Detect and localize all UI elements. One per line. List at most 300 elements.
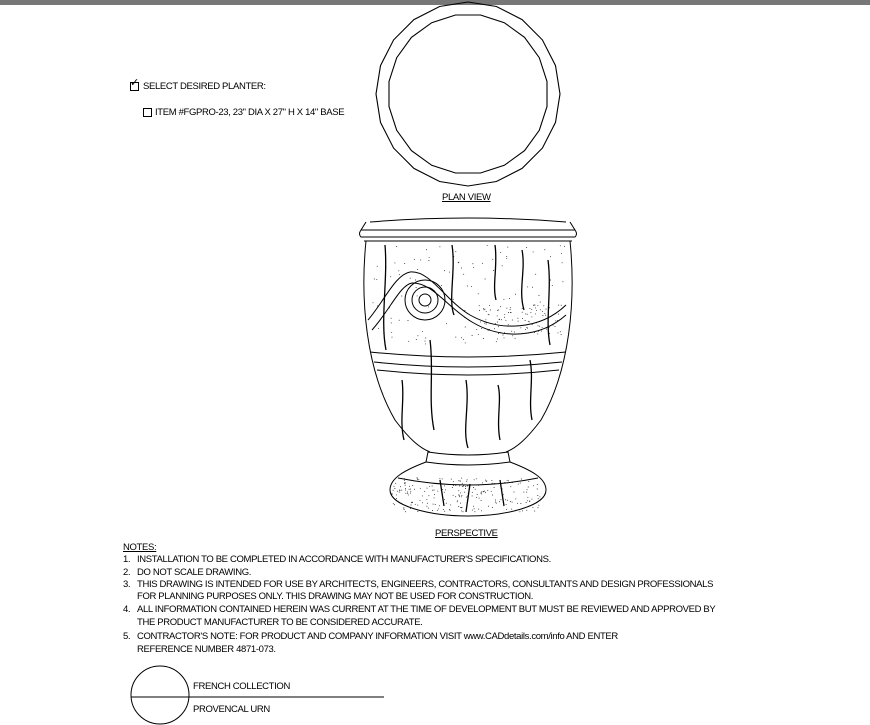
stipple-dot	[468, 493, 469, 494]
stipple-dot	[482, 263, 483, 264]
stipple-dot	[434, 494, 435, 495]
stipple-dot	[472, 510, 473, 511]
stipple-dot	[481, 493, 482, 494]
stipple-dot	[486, 311, 487, 312]
stipple-dot	[527, 500, 528, 501]
stipple-dot	[428, 508, 429, 509]
stipple-dot	[432, 486, 433, 487]
stipple-dot	[534, 305, 535, 306]
stipple-dot	[405, 493, 406, 494]
stipple-dot	[444, 270, 445, 271]
stipple-dot	[500, 332, 501, 333]
stipple-dot	[526, 502, 527, 503]
planter-option-checkbox[interactable]	[143, 108, 152, 117]
stipple-dot	[467, 479, 468, 480]
stipple-dot	[437, 491, 438, 492]
stipple-dot	[472, 495, 473, 496]
stipple-dot	[484, 309, 485, 310]
stipple-dot	[506, 504, 507, 505]
stipple-dot	[552, 285, 553, 286]
stipple-dot	[417, 511, 418, 512]
stipple-dot	[526, 327, 527, 328]
stipple-dot	[467, 486, 468, 487]
plan-inner-rim	[389, 15, 547, 173]
stipple-dot	[445, 489, 446, 490]
stipple-dot	[426, 506, 427, 507]
stipple-dot	[455, 496, 456, 497]
stipple-dot	[457, 500, 458, 501]
stipple-dot	[558, 314, 559, 315]
stipple-dot	[462, 486, 463, 487]
select-planter-checkbox[interactable]	[130, 77, 140, 91]
stipple-dot	[479, 498, 480, 499]
stipple-dot	[507, 247, 508, 248]
stipple-dot	[460, 503, 461, 504]
stipple-dot	[546, 329, 547, 330]
stipple-dot	[453, 299, 454, 300]
stipple-dot	[429, 257, 430, 258]
stipple-dot	[525, 320, 526, 321]
note-number: 2.	[123, 567, 131, 578]
note-line: ALL INFORMATION CONTAINED HEREIN WAS CURRENT AT THE TIME OF DEVELOPMENT BUT MUST BE REVIEWED AND APPROVED BY	[137, 604, 716, 615]
urn-neck	[426, 452, 510, 465]
stipple-dot	[475, 489, 476, 490]
stipple-dot	[504, 337, 505, 338]
stipple-dot	[512, 482, 513, 483]
stipple-dot	[520, 503, 521, 504]
stipple-dot	[410, 489, 411, 490]
stipple-dot	[401, 503, 402, 504]
stipple-dot	[459, 495, 460, 496]
stipple-dot	[492, 495, 493, 496]
stipple-dot	[486, 322, 487, 323]
stipple-dot	[412, 485, 413, 486]
stipple-dot	[492, 507, 493, 508]
stipple-dot	[404, 478, 405, 479]
stipple-dot	[444, 485, 445, 486]
stipple-dot	[553, 325, 554, 326]
stipple-dot	[549, 327, 550, 328]
stipple-dot	[435, 504, 436, 505]
plan-outer-rim	[376, 2, 560, 186]
stipple-dot	[561, 253, 562, 254]
stipple-dot	[546, 309, 547, 310]
stipple-dot	[492, 483, 493, 484]
stipple-dot	[399, 320, 400, 321]
stipple-dot	[458, 494, 459, 495]
stipple-dot	[479, 310, 480, 311]
stipple-dot	[476, 478, 477, 479]
stipple-dot	[493, 270, 494, 271]
stipple-dot	[526, 492, 527, 493]
stipple-dot	[485, 319, 486, 320]
stipple-dot	[474, 508, 475, 509]
stipple-dot	[519, 511, 520, 512]
plan-view-drawing	[370, 0, 570, 190]
stipple-dot	[510, 309, 511, 310]
stipple-dot	[523, 492, 524, 493]
stipple-dot	[425, 341, 426, 342]
stipple-dot	[518, 484, 519, 485]
stipple-dot	[507, 500, 508, 501]
stipple-dot	[444, 499, 445, 500]
stipple-dot	[508, 312, 509, 313]
stipple-dot	[394, 262, 395, 263]
stipple-dot	[428, 495, 429, 496]
stipple-dot	[537, 484, 538, 485]
stipple-dot	[422, 495, 423, 496]
stipple-dot	[395, 483, 396, 484]
stipple-dot	[560, 245, 561, 246]
stipple-dot	[525, 329, 526, 330]
stipple-dot	[540, 302, 541, 303]
stipple-dot	[398, 270, 399, 271]
stipple-dot	[393, 490, 394, 491]
stipple-dot	[410, 491, 411, 492]
stipple-dot	[394, 486, 395, 487]
stipple-dot	[510, 307, 511, 308]
stipple-dot	[434, 490, 435, 491]
stipple-dot	[527, 314, 528, 315]
stipple-dot	[561, 305, 562, 306]
stipple-dot	[463, 274, 464, 275]
stipple-dot	[452, 487, 453, 488]
stipple-dot	[517, 503, 518, 504]
stipple-dot	[558, 332, 559, 333]
stipple-dot	[539, 326, 540, 327]
stipple-dot	[512, 335, 513, 336]
stipple-dot	[397, 491, 398, 492]
stipple-dot	[478, 334, 479, 335]
urn-garland	[368, 272, 566, 326]
stipple-dot	[472, 263, 473, 264]
stipple-dot	[471, 286, 472, 287]
stipple-dot	[537, 305, 538, 306]
stipple-dot	[394, 504, 395, 505]
note-line: DO NOT SCALE DRAWING.	[137, 567, 252, 578]
stipple-dot	[557, 320, 558, 321]
stipple-dot	[455, 485, 456, 486]
stipple-dot	[483, 338, 484, 339]
stipple-dot	[383, 333, 384, 334]
stipple-dot	[464, 317, 465, 318]
stipple-dot	[481, 328, 482, 329]
stipple-dot	[473, 487, 474, 488]
stipple-dot	[529, 321, 530, 322]
stipple-dot	[439, 505, 440, 506]
stipple-dot	[467, 286, 468, 287]
stipple-dot	[532, 507, 533, 508]
stipple-dot	[522, 318, 523, 319]
stipple-dot	[437, 510, 438, 511]
stipple-dot	[538, 505, 539, 506]
stipple-dot	[511, 509, 512, 510]
stipple-dot	[404, 482, 405, 483]
stipple-dot	[500, 252, 501, 253]
stipple-dot	[485, 480, 486, 481]
stipple-dot	[461, 495, 462, 496]
stipple-dot	[453, 495, 454, 496]
select-planter-heading: SELECT DESIRED PLANTER:	[143, 81, 266, 92]
stipple-dot	[534, 511, 535, 512]
stipple-dot	[460, 492, 461, 493]
stipple-dot	[518, 321, 519, 322]
stipple-dot	[421, 304, 422, 305]
stipple-dot	[476, 329, 477, 330]
stipple-dot	[525, 313, 526, 314]
stipple-dot	[461, 496, 462, 497]
stipple-dot	[509, 298, 510, 299]
stipple-dot	[562, 308, 563, 309]
stipple-dot	[488, 330, 489, 331]
stipple-dot	[542, 311, 543, 312]
stipple-dot	[434, 497, 435, 498]
stipple-dot	[466, 481, 467, 482]
stipple-dot	[514, 332, 515, 333]
stipple-dot	[432, 490, 433, 491]
stipple-dot	[377, 305, 378, 306]
title-block-graphic	[125, 665, 395, 725]
stipple-dot	[550, 280, 551, 281]
stipple-dot	[497, 338, 498, 339]
stipple-dot	[504, 482, 505, 483]
stipple-dot	[522, 308, 523, 309]
stipple-dot	[501, 499, 502, 500]
stipple-dot	[472, 335, 473, 336]
stipple-dot	[507, 326, 508, 327]
stipple-dot	[481, 510, 482, 511]
stipple-dot	[499, 319, 500, 320]
stipple-dot	[510, 312, 511, 313]
stipple-dot	[499, 501, 500, 502]
stipple-dot	[562, 262, 563, 263]
stipple-dot	[467, 496, 468, 497]
stipple-dot	[425, 343, 426, 344]
urn-body-outline	[364, 241, 572, 452]
notes-heading: NOTES:	[123, 542, 157, 553]
stipple-dot	[439, 478, 440, 479]
stipple-dot	[498, 326, 499, 327]
stipple-dot	[409, 489, 410, 490]
stipple-dot	[401, 490, 402, 491]
stipple-dot	[461, 510, 462, 511]
stipple-dot	[539, 496, 540, 497]
stipple-dot	[515, 338, 516, 339]
note-line: FOR PLANNING PURPOSES ONLY. THIS DRAWING MAY NOT BE USED FOR CONSTRUCTION.	[137, 591, 534, 602]
stipple-dot	[420, 488, 421, 489]
perspective-urn-drawing	[355, 210, 585, 525]
stipple-dot	[457, 501, 458, 502]
note-line: REFERENCE NUMBER 4871-073.	[137, 644, 276, 655]
stipple-dot	[420, 500, 421, 501]
stipple-dot	[560, 331, 561, 332]
stipple-dot	[417, 295, 418, 296]
stipple-dot	[489, 314, 490, 315]
stipple-dot	[394, 488, 395, 489]
stipple-dot	[490, 310, 491, 311]
stipple-dot	[526, 247, 527, 248]
stipple-dot	[459, 496, 460, 497]
stipple-dot	[532, 324, 533, 325]
stipple-dot	[506, 509, 507, 510]
stipple-dot	[427, 488, 428, 489]
stipple-dot	[538, 507, 539, 508]
stipple-dot	[535, 307, 536, 308]
stipple-dot	[476, 497, 477, 498]
urn-foot	[390, 462, 546, 516]
stipple-dot	[465, 486, 466, 487]
stipple-dot	[538, 325, 539, 326]
stipple-dot	[446, 323, 447, 324]
stipple-dot	[408, 320, 409, 321]
stipple-dot	[504, 332, 505, 333]
stipple-dot	[390, 276, 391, 277]
stipple-dot	[481, 493, 482, 494]
stipple-dot	[495, 502, 496, 503]
stipple-dot	[467, 501, 468, 502]
stipple-dot	[449, 272, 450, 273]
stipple-dot	[529, 308, 530, 309]
stipple-dot	[486, 324, 487, 325]
stipple-dot	[374, 279, 375, 280]
stipple-dot	[414, 489, 415, 490]
stipple-dot	[440, 483, 441, 484]
note-number: 3.	[123, 579, 131, 590]
stipple-dot	[412, 502, 413, 503]
stipple-dot	[420, 259, 421, 260]
stipple-dot	[465, 488, 466, 489]
stipple-dot	[416, 287, 417, 288]
stipple-dot	[405, 485, 406, 486]
stipple-dot	[463, 511, 464, 512]
stipple-dot	[417, 269, 418, 270]
stipple-dot	[455, 337, 456, 338]
stipple-dot	[481, 500, 482, 501]
stipple-dot	[396, 494, 397, 495]
stipple-dot	[411, 505, 412, 506]
stipple-dot	[478, 485, 479, 486]
stipple-dot	[537, 495, 538, 496]
stipple-dot	[459, 485, 460, 486]
stipple-dot	[506, 256, 507, 257]
stipple-dot	[463, 486, 464, 487]
stipple-dot	[442, 478, 443, 479]
stipple-dot	[494, 483, 495, 484]
stipple-dot	[531, 309, 532, 310]
perspective-label: PERSPECTIVE	[435, 528, 498, 539]
stipple-dot	[466, 497, 467, 498]
stipple-dot	[458, 262, 459, 263]
note-number: 1.	[123, 554, 131, 565]
product-name: PROVENCAL URN	[193, 704, 270, 715]
stipple-dot	[399, 274, 400, 275]
stipple-dot	[533, 485, 534, 486]
stipple-dot	[503, 494, 504, 495]
stipple-dot	[409, 486, 410, 487]
stipple-dot	[405, 482, 406, 483]
stipple-dot	[528, 487, 529, 488]
stipple-dot	[376, 279, 377, 280]
stipple-dot	[459, 480, 460, 481]
stipple-dot	[502, 488, 503, 489]
urn-rim-top	[370, 218, 566, 222]
stipple-dot	[502, 265, 503, 266]
stipple-dot	[461, 478, 462, 479]
stipple-dot	[405, 511, 406, 512]
stipple-dot	[488, 506, 489, 507]
stipple-dot	[527, 497, 528, 498]
stipple-dot	[441, 490, 442, 491]
collection-name: FRENCH COLLECTION	[193, 681, 290, 692]
stipple-dot	[522, 510, 523, 511]
stipple-dot	[494, 328, 495, 329]
plan-view-label: PLAN VIEW	[442, 192, 491, 203]
stipple-dot	[392, 493, 393, 494]
stipple-dot	[539, 295, 540, 296]
stipple-dot	[498, 333, 499, 334]
stipple-dot	[538, 331, 539, 332]
stipple-dot	[494, 483, 495, 484]
urn-rim-front	[360, 230, 577, 237]
stipple-dot	[496, 503, 497, 504]
stipple-dot	[535, 274, 536, 275]
stipple-dot	[463, 339, 464, 340]
stipple-dot	[399, 492, 400, 493]
stipple-dot	[489, 329, 490, 330]
stipple-dot	[443, 509, 444, 510]
stipple-dot	[478, 509, 479, 510]
stipple-dot	[462, 483, 463, 484]
stipple-dot	[492, 259, 493, 260]
stipple-dot	[520, 483, 521, 484]
stipple-dot	[441, 285, 442, 286]
stipple-dot	[495, 323, 496, 324]
stipple-dot	[531, 316, 532, 317]
stipple-dot	[405, 490, 406, 491]
stipple-dot	[478, 293, 479, 294]
stipple-dot	[480, 321, 481, 322]
stipple-dot	[512, 320, 513, 321]
stipple-dot	[543, 305, 544, 306]
stipple-dot	[515, 294, 516, 295]
stipple-dot	[522, 312, 523, 313]
stipple-dot	[537, 489, 538, 490]
stipple-dot	[425, 338, 426, 339]
stipple-dot	[477, 494, 478, 495]
stipple-dot	[404, 509, 405, 510]
stipple-dot	[389, 307, 390, 308]
stipple-dot	[418, 479, 419, 480]
stipple-dot	[506, 258, 507, 259]
stipple-dot	[462, 507, 463, 508]
stipple-dot	[408, 494, 409, 495]
stipple-dot	[474, 511, 475, 512]
stipple-dot	[508, 480, 509, 481]
stipple-dot	[442, 489, 443, 490]
stipple-dot	[474, 479, 475, 480]
stipple-dot	[491, 491, 492, 492]
stipple-dot	[444, 492, 445, 493]
stipple-dot	[428, 306, 429, 307]
stipple-dot	[549, 333, 550, 334]
stipple-dot	[411, 502, 412, 503]
planter-option-label: ITEM #FGPRO-23, 23" DIA X 27" H X 14" BASE	[155, 107, 345, 118]
stipple-dot	[517, 318, 518, 319]
stipple-dot	[535, 313, 536, 314]
stipple-dot	[433, 504, 434, 505]
stipple-dot	[505, 320, 506, 321]
stipple-dot	[439, 246, 440, 247]
